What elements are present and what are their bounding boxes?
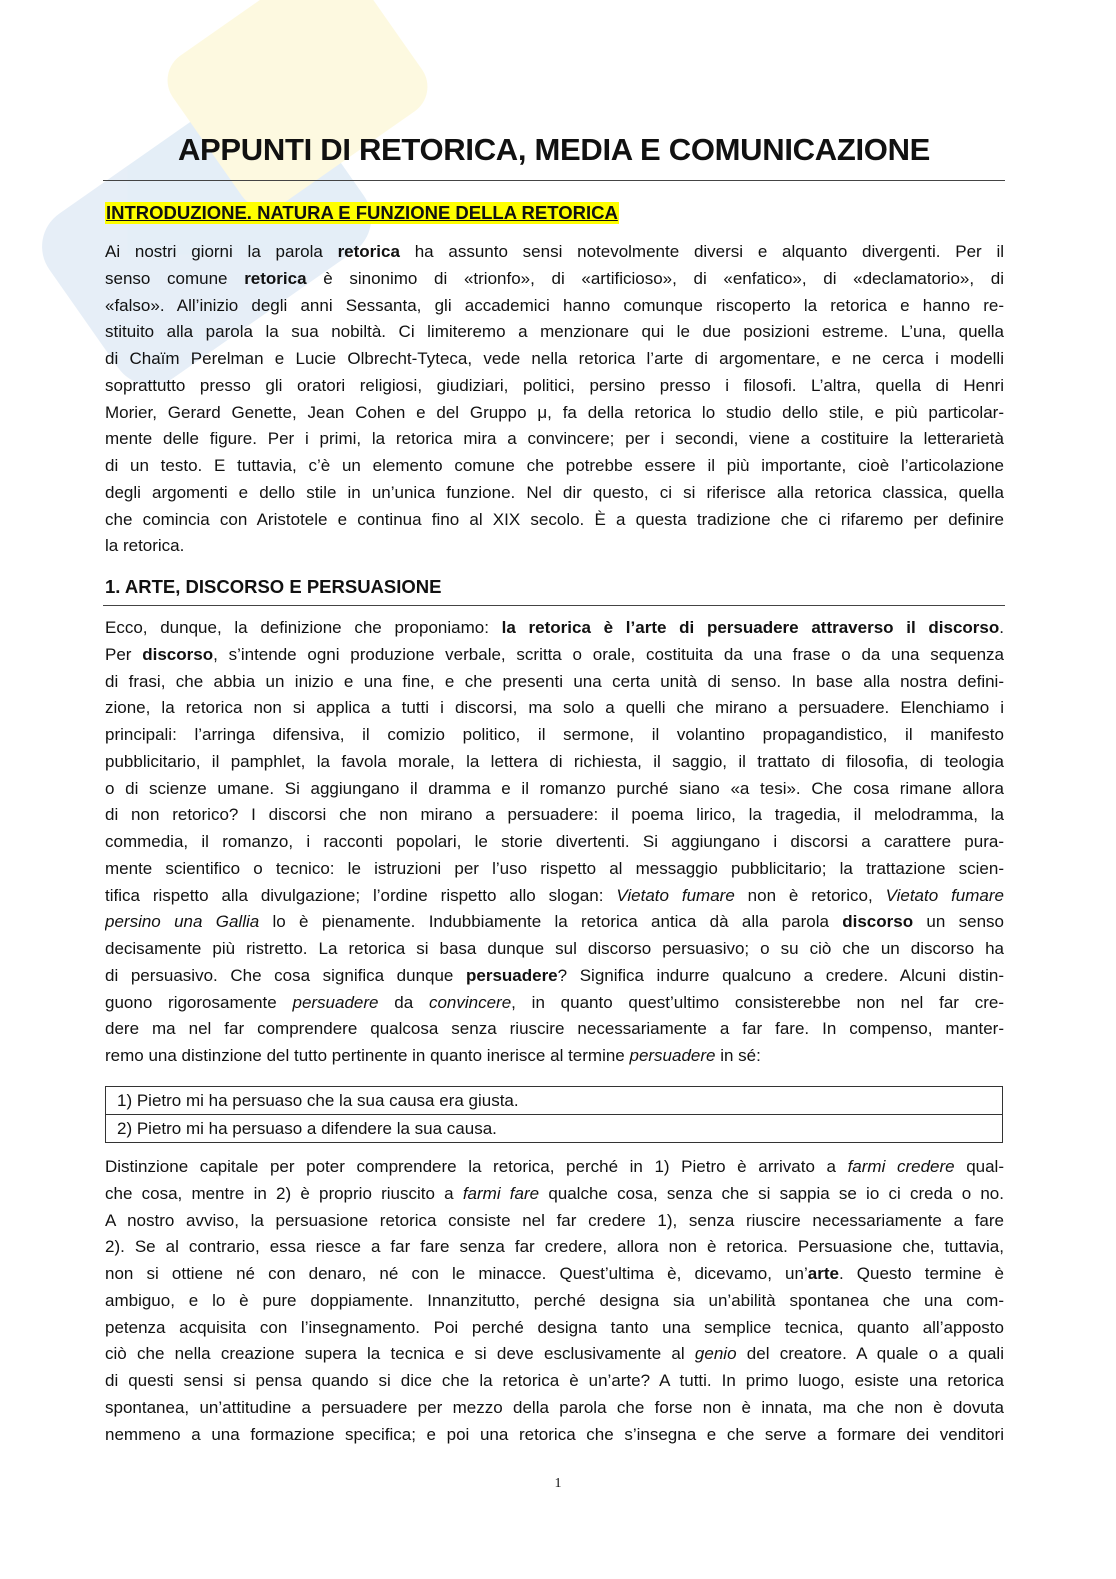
text-run: senso comune bbox=[105, 268, 245, 288]
text-run: non si ottiene né con denaro, né con le minacce. Quest’ultima è, dicevamo, un’ bbox=[105, 1264, 808, 1283]
text-run: ? Significa indurre qualcuno a credere. Alcuni distin- bbox=[557, 965, 1004, 985]
text-run: principali: l’arringa difensiva, il comizio politico, il sermone, il volantino propagandistico, il manifesto bbox=[105, 725, 1004, 744]
text-line bbox=[105, 480, 1004, 507]
italic-text: persuadere bbox=[292, 992, 379, 1012]
text-line bbox=[105, 722, 1004, 749]
text-run: dere ma nel far comprendere qualcosa senza riuscire necessariamente a far fare. In compenso, manter- bbox=[105, 1019, 1004, 1039]
italic-text: Vietato fumare bbox=[616, 885, 735, 905]
text-run: ciò che nella creazione supera la tecnica e si deve esclusivamente al bbox=[105, 1344, 695, 1364]
text-run: , s’intende ogni produzione verbale, scritta o orale, costituita da una frase o da una sequenza bbox=[213, 644, 1004, 664]
text-run: di non retorico? I discorsi che non mirano a persuadere: il poema lirico, la tragedia, il melodramma, la bbox=[105, 805, 1004, 825]
text-line bbox=[105, 749, 1004, 776]
italic-text: farmi credere bbox=[847, 1157, 955, 1176]
text-line bbox=[105, 400, 1004, 427]
text-run: Distinzione capitale per poter comprendere la retorica, perché in 1) Pietro è arrivato a bbox=[105, 1157, 848, 1176]
title-rule bbox=[103, 180, 1005, 181]
text-line bbox=[105, 1368, 1004, 1395]
italic-text: convincere bbox=[428, 992, 512, 1012]
text-run: A nostro avviso, la persuasione retorica consiste nel far credere 1), senza riuscire necessariamente a fare bbox=[105, 1210, 1004, 1230]
text-run: in sé: bbox=[715, 1046, 761, 1065]
text-run: zione, la retorica non si applica a tutti i discorsi, ma solo a quelli che mirano a persuadere. Elenchiamo i bbox=[105, 698, 1004, 718]
text-line bbox=[105, 776, 1004, 803]
text-line bbox=[105, 909, 1004, 936]
text-run: di questi sensi si pensa quando si dice che la retorica è un’arte? A tutti. In primo luogo, esiste una retorica bbox=[105, 1371, 1004, 1390]
text-line bbox=[105, 1154, 1004, 1181]
text-run: di frasi, che abbia un inizio e una fine, e che presenti una certa unità di senso. In base alla nostra defini- bbox=[105, 671, 1004, 691]
text-line bbox=[105, 426, 1004, 453]
text-line bbox=[105, 802, 1004, 829]
text-line bbox=[105, 829, 1004, 856]
intro-paragraph bbox=[105, 239, 1004, 560]
text-run: 2). Se al contrario, essa riesce a far fare senza far credere, allora non è retorica. Persuasione che, tuttavia, bbox=[105, 1237, 1004, 1257]
italic-text: genio bbox=[694, 1344, 737, 1364]
text-run: . bbox=[999, 618, 1004, 637]
text-line bbox=[105, 1341, 1004, 1368]
text-run: è sinonimo di «trionfo», di «artificioso», di «enfatico», di «declamatorio», di bbox=[306, 268, 1004, 288]
text-run: . Questo termine è bbox=[838, 1264, 1004, 1283]
text-run: Ecco, dunque, la definizione che proponiamo: bbox=[105, 618, 502, 637]
text-run: la retorica. bbox=[105, 536, 185, 556]
text-run: del creatore. A quale o a quali bbox=[736, 1344, 1004, 1364]
text-run: qual- bbox=[954, 1157, 1004, 1176]
text-line bbox=[105, 936, 1004, 963]
examples-table bbox=[105, 1086, 1003, 1143]
text-run: non è retorico, bbox=[734, 885, 886, 905]
text-run: di Chaïm Perelman e Lucie Olbrecht-Tyteca, vede nella retorica l’arte di argomentare, e ne cerca i modelli bbox=[105, 349, 1004, 368]
section-1-paragraph-2 bbox=[105, 1154, 1004, 1448]
section-heading-introduzione: INTRODUZIONE. NATURA E FUNZIONE DELLA RETORICA bbox=[106, 202, 618, 223]
text-line bbox=[105, 1395, 1004, 1422]
text-run: qualche cosa, senza che si sappia se io ci creda o no. bbox=[539, 1183, 1004, 1203]
italic-text: farmi fare bbox=[462, 1183, 540, 1203]
text-line bbox=[105, 533, 1004, 560]
text-line bbox=[105, 642, 1004, 669]
document-title: APPUNTI DI RETORICA, MEDIA E COMUNICAZIONE bbox=[177, 132, 931, 167]
example-row: 2) Pietro mi ha persuaso a difendere la sua causa. bbox=[106, 1114, 1002, 1142]
text-run: di un testo. E tuttavia, c’è un elemento comune che potrebbe essere il più importante, cioè l’articolazione bbox=[105, 456, 1004, 475]
text-line bbox=[105, 963, 1004, 990]
italic-text: persuadere bbox=[629, 1046, 716, 1065]
text-line bbox=[105, 507, 1004, 534]
text-run: lo è pienamente. Indubbiamente la retorica antica dà alla parola bbox=[259, 912, 843, 932]
text-line bbox=[105, 1208, 1004, 1235]
text-line bbox=[105, 373, 1004, 400]
text-line bbox=[105, 1016, 1004, 1043]
text-run: da bbox=[378, 992, 429, 1012]
bold-text: arte bbox=[807, 1264, 839, 1283]
text-run: o di scienze umane. Si aggiungano il dramma e il romanzo purché siano «a tesi». Che cosa rimane allora bbox=[105, 778, 1004, 798]
text-line bbox=[105, 1315, 1004, 1342]
text-run: stituito alla parola la sua nobiltà. Ci limiteremo a menzionare qui le due posizioni estreme. L’una, quella bbox=[105, 322, 1004, 342]
text-run: pubblicitario, il pamphlet, la favola morale, la lettera di richiesta, il saggio, il trattato di filosofia, di teologia bbox=[105, 751, 1004, 771]
italic-text: persino una Gallia bbox=[105, 912, 260, 932]
text-line bbox=[105, 695, 1004, 722]
text-line bbox=[105, 293, 1004, 320]
text-line bbox=[105, 239, 1004, 266]
text-line bbox=[105, 1261, 1004, 1288]
text-run: che cosa, mentre in 2) è proprio riuscito a bbox=[105, 1183, 463, 1203]
text-run: petenza acquisita con l’insegnamento. Poi perché designa tanto una semplice tecnica, quanto all’apposto bbox=[105, 1317, 1004, 1337]
text-run: «falso». All’inizio degli anni Sessanta, gli accademici hanno comunque riscoperto la retorica e hanno re- bbox=[105, 295, 1004, 315]
text-run: Morier, Gerard Genette, Jean Cohen e del Gruppo μ, fa della retorica lo studio dello stile, e più particolar- bbox=[105, 402, 1004, 422]
text-run: un senso bbox=[913, 912, 1004, 932]
text-line bbox=[105, 1181, 1004, 1208]
text-run: decisamente più ristretto. La retorica si basa dunque sul discorso persuasivo; o su ciò che un discorso ha bbox=[105, 939, 1004, 958]
text-line bbox=[105, 669, 1004, 696]
text-line bbox=[105, 1422, 1004, 1449]
text-run: nemmeno a una formazione specifica; e poi una retorica che s’insegna e che serve a formare dei venditori bbox=[105, 1424, 1004, 1444]
text-run: di persuasivo. Che cosa significa dunque bbox=[105, 965, 466, 985]
text-run: , in quanto quest’ultimo consisterebbe non nel far cre- bbox=[511, 992, 1004, 1012]
section-heading-1: 1. ARTE, DISCORSO E PERSUASIONE bbox=[105, 576, 442, 597]
section-rule bbox=[103, 605, 1005, 606]
text-line bbox=[105, 1234, 1004, 1261]
text-line bbox=[105, 1043, 1004, 1070]
text-line bbox=[105, 266, 1004, 293]
page-number: 1 bbox=[554, 1476, 562, 1491]
bold-text: discorso bbox=[142, 644, 214, 664]
bold-text: la retorica è l’arte di persuadere attraverso il discorso bbox=[501, 618, 1000, 637]
text-line bbox=[105, 990, 1004, 1017]
text-run: remo una distinzione del tutto pertinente in quanto inerisce al termine bbox=[105, 1046, 630, 1065]
section-1-paragraph bbox=[105, 615, 1004, 1070]
text-run: ha assunto sensi notevolmente diversi e alquanto divergenti. Per il bbox=[399, 242, 1004, 261]
text-run: ambiguo, e lo è pure doppiamente. Innanzitutto, perché designa sia un’abilità spontanea che una com- bbox=[105, 1290, 1004, 1310]
text-run: commedia, il romanzo, i racconti popolari, le storie divertenti. Si aggiungano i discorsi a carattere pura- bbox=[105, 832, 1004, 851]
text-line bbox=[105, 856, 1004, 883]
text-run: che comincia con Aristotele e continua fino al XIX secolo. È a questa tradizione che ci rifaremo per definire bbox=[105, 509, 1004, 529]
text-run: degli argomenti e dello stile in un’unica funzione. Nel dir questo, ci si riferisce alla retorica classica, quella bbox=[105, 482, 1004, 502]
text-run: Per bbox=[105, 644, 143, 664]
text-run: soprattutto presso gli oratori religiosi, giudiziari, politici, persino presso i filosofi. L’altra, quella di Henri bbox=[105, 375, 1004, 395]
text-run: mente scientifico o tecnico: le istruzioni per l’uso rispetto al messaggio pubblicitario; la trattazione scien- bbox=[105, 858, 1004, 878]
text-run: guono rigorosamente bbox=[105, 992, 293, 1012]
italic-text: Vietato fumare bbox=[885, 885, 1004, 905]
text-line bbox=[105, 615, 1004, 642]
text-run: Ai nostri giorni la parola bbox=[105, 242, 338, 261]
text-run: spontanea, un’attitudine a persuadere per mezzo della parola che forse non è innata, ma che non è dovuta bbox=[105, 1397, 1004, 1417]
text-run: mente delle figure. Per i primi, la retorica mira a convincere; per i secondi, viene a costituire la letterarietà bbox=[105, 429, 1004, 449]
text-line bbox=[105, 319, 1004, 346]
bold-text: retorica bbox=[337, 242, 400, 261]
text-run: tifica rispetto alla divulgazione; l’ordine rispetto allo slogan: bbox=[105, 885, 617, 905]
bold-text: discorso bbox=[842, 912, 914, 932]
bold-text: retorica bbox=[244, 268, 307, 288]
bold-text: persuadere bbox=[465, 965, 558, 985]
text-line bbox=[105, 883, 1004, 910]
example-row: 1) Pietro mi ha persuaso che la sua causa era giusta. bbox=[117, 1091, 519, 1110]
text-line bbox=[105, 346, 1004, 373]
text-line bbox=[105, 453, 1004, 480]
text-line bbox=[105, 1288, 1004, 1315]
